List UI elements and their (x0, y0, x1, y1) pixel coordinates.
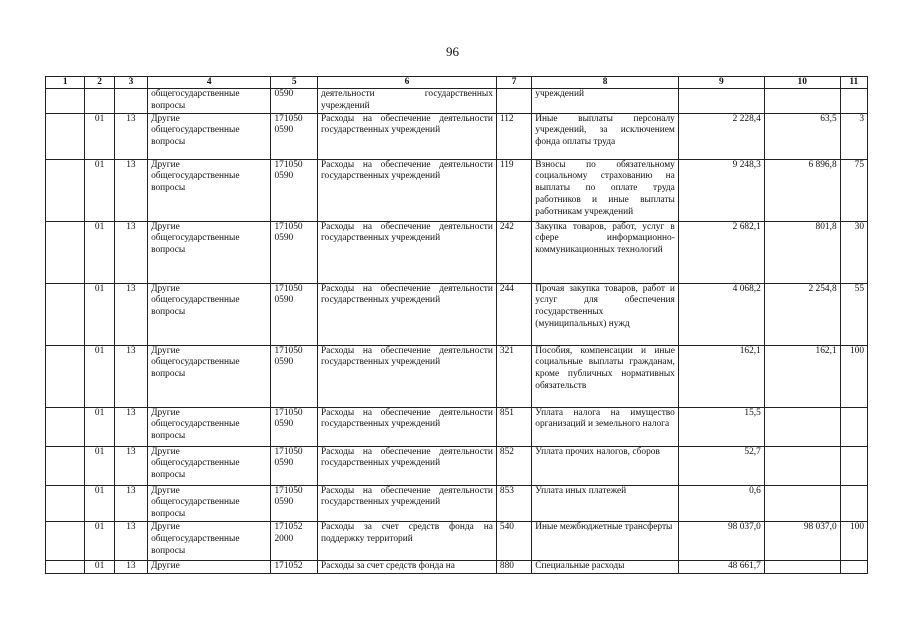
cell-target-article: 171050 0590 (271, 283, 318, 345)
cell-expense-type: Взносы по обязательному социальному страхованию на выплаты по оплате труда работников и иные выплаты работникам учреждений (532, 159, 679, 221)
cell-section: 01 (85, 485, 114, 521)
cell-expense-type: Иные выплаты персоналу учреждений, за исключением фонда оплаты труда (532, 113, 679, 159)
cell-target-article: 171050 0590 (271, 446, 318, 485)
col-header-5: 5 (271, 77, 318, 89)
cell-expense-code: 880 (496, 560, 531, 573)
cell-section-name: Другие общегосударственные вопросы (148, 521, 271, 560)
cell-blank (46, 283, 85, 345)
cell-target-article: 171052 2000 (271, 521, 318, 560)
table-row (46, 345, 868, 407)
cell-plan-amount: 162,1 (678, 345, 764, 407)
col-header-6: 6 (317, 77, 496, 89)
cell-plan-amount: 2 682,1 (678, 221, 764, 283)
cell-article-name: Расходы за счет средств фонда на поддержку территорий (317, 521, 496, 560)
cell-section: 01 (85, 221, 114, 283)
cell-subsection: 13 (114, 560, 147, 573)
page-number: 96 (446, 44, 459, 59)
cell-subsection: 13 (114, 283, 147, 345)
cell-expense-code: 540 (496, 521, 531, 560)
cell-percent (840, 407, 867, 446)
cell-expense-type: Специальные расходы (532, 560, 679, 573)
cell-section-name: Другие общегосударственные вопросы (148, 446, 271, 485)
table-row (46, 221, 868, 283)
cell-subsection: 13 (114, 159, 147, 221)
cell-expense-code: 851 (496, 407, 531, 446)
header-row (46, 77, 868, 89)
cell-section-name: Другие общегосударственные вопросы (148, 407, 271, 446)
cell-percent: 3 (840, 113, 867, 159)
cell-section: 01 (85, 159, 114, 221)
cell-actual-amount: 63,5 (764, 113, 840, 159)
cell-blank (46, 521, 85, 560)
cell-subsection: 13 (114, 521, 147, 560)
cell-target-article: 0590 (271, 89, 318, 114)
cell-percent: 30 (840, 221, 867, 283)
cell-actual-amount (764, 485, 840, 521)
col-header-11: 11 (840, 77, 867, 89)
cell-blank (46, 221, 85, 283)
cell-section-name: Другие общегосударственные вопросы (148, 345, 271, 407)
cell-expense-code: 244 (496, 283, 531, 345)
cell-percent: 55 (840, 283, 867, 345)
cell-target-article: 171050 0590 (271, 159, 318, 221)
cell-plan-amount: 48 661,7 (678, 560, 764, 573)
cell-blank (46, 159, 85, 221)
cell-section: 01 (85, 113, 114, 159)
cell-expense-code: 321 (496, 345, 531, 407)
cell-subsection: 13 (114, 221, 147, 283)
cell-actual-amount: 162,1 (764, 345, 840, 407)
cell-subsection: 13 (114, 407, 147, 446)
cell-plan-amount: 98 037,0 (678, 521, 764, 560)
cell-expense-type: Закупка товаров, работ, услуг в сфере информационно-коммуникационных технологий (532, 221, 679, 283)
cell-expense-code: 852 (496, 446, 531, 485)
budget-table (45, 76, 868, 574)
col-header-10: 10 (764, 77, 840, 89)
table-row (46, 283, 868, 345)
cell-section: 01 (85, 521, 114, 560)
col-header-1: 1 (46, 77, 85, 89)
cell-blank (46, 485, 85, 521)
cell-plan-amount: 9 248,3 (678, 159, 764, 221)
col-header-7: 7 (496, 77, 531, 89)
cell-article-name: Расходы на обеспечение деятельности государственных учреждений (317, 221, 496, 283)
table-row (46, 113, 868, 159)
cell-percent: 75 (840, 159, 867, 221)
cell-expense-code: 112 (496, 113, 531, 159)
cell-blank (46, 446, 85, 485)
cell-section: 01 (85, 345, 114, 407)
cell-section: 01 (85, 560, 114, 573)
cell-percent (840, 485, 867, 521)
cell-article-name: Расходы на обеспечение деятельности государственных учреждений (317, 283, 496, 345)
cell-actual-amount: 2 254,8 (764, 283, 840, 345)
cell-article-name: Расходы на обеспечение деятельности государственных учреждений (317, 345, 496, 407)
col-header-3: 3 (114, 77, 147, 89)
cell-article-name: Расходы за счет средств фонда на (317, 560, 496, 573)
cell-subsection: 13 (114, 113, 147, 159)
cell-actual-amount (764, 407, 840, 446)
table-row-cut (46, 560, 868, 573)
cell-plan-amount: 2 228,4 (678, 113, 764, 159)
cell-expense-type: Уплата иных платежей (532, 485, 679, 521)
cell-expense-type: Уплата прочих налогов, сборов (532, 446, 679, 485)
cell-expense-code: 853 (496, 485, 531, 521)
cell-expense-type: Прочая закупка товаров, работ и услуг для обеспечения государственных (муниципальных) нужд (532, 283, 679, 345)
table-row (46, 446, 868, 485)
cell-section-name: Другие общегосударственные вопросы (148, 159, 271, 221)
col-header-8: 8 (532, 77, 679, 89)
cell-section: 01 (85, 283, 114, 345)
cell-article-name: Расходы на обеспечение деятельности государственных учреждений (317, 113, 496, 159)
cell-section-name: Другие общегосударственные вопросы (148, 221, 271, 283)
cell-expense-code: 242 (496, 221, 531, 283)
cell-section-name: Другие общегосударственные вопросы (148, 283, 271, 345)
cell-target-article: 171050 0590 (271, 407, 318, 446)
cell-expense-type: Пособия, компенсации и иные социальные выплаты гражданам, кроме публичных нормативных обязательств (532, 345, 679, 407)
cell-target-article: 171050 0590 (271, 345, 318, 407)
cell-percent (840, 446, 867, 485)
cell-actual-amount: 801,8 (764, 221, 840, 283)
cell-subsection: 13 (114, 485, 147, 521)
col-header-2: 2 (85, 77, 114, 89)
cell-section: 01 (85, 407, 114, 446)
table-row (46, 521, 868, 560)
cell-expense-code: 119 (496, 159, 531, 221)
cell-target-article: 171052 (271, 560, 318, 573)
cell-article-name: Расходы на обеспечение деятельности государственных учреждений (317, 485, 496, 521)
col-header-4: 4 (148, 77, 271, 89)
cell-expense-type: Уплата налога на имущество организаций и земельного налога (532, 407, 679, 446)
cell-article-name: деятельности государственных учреждений (317, 89, 496, 114)
cell-plan-amount: 0,6 (678, 485, 764, 521)
cell-expense-type: учреждений (532, 89, 679, 114)
cell-actual-amount: 98 037,0 (764, 521, 840, 560)
cell-article-name: Расходы на обеспечение деятельности государственных учреждений (317, 159, 496, 221)
cell-plan-amount: 4 068,2 (678, 283, 764, 345)
cell-target-article: 171050 0590 (271, 113, 318, 159)
cell-blank (46, 407, 85, 446)
cell-subsection: 13 (114, 345, 147, 407)
cell-percent: 100 (840, 521, 867, 560)
table-row-continued (46, 89, 868, 114)
cell-section-name: общегосударственные вопросы (148, 89, 271, 114)
cell-section-name: Другие общегосударственные вопросы (148, 485, 271, 521)
cell-blank (46, 345, 85, 407)
cell-target-article: 171050 0590 (271, 221, 318, 283)
cell-plan-amount: 52,7 (678, 446, 764, 485)
cell-blank (46, 113, 85, 159)
cell-section: 01 (85, 446, 114, 485)
table-row (46, 159, 868, 221)
cell-actual-amount: 6 896,8 (764, 159, 840, 221)
table-row (46, 485, 868, 521)
table-body (46, 113, 868, 560)
cell-actual-amount (764, 446, 840, 485)
col-header-9: 9 (678, 77, 764, 89)
cell-target-article: 171050 0590 (271, 485, 318, 521)
cell-section-name: Другие общегосударственные вопросы (148, 113, 271, 159)
cell-percent: 100 (840, 345, 867, 407)
cell-article-name: Расходы на обеспечение деятельности государственных учреждений (317, 407, 496, 446)
cell-subsection: 13 (114, 446, 147, 485)
table-row (46, 407, 868, 446)
cell-article-name: Расходы на обеспечение деятельности государственных учреждений (317, 446, 496, 485)
cell-section-name: Другие (148, 560, 271, 573)
cell-expense-type: Иные межбюджетные трансферты (532, 521, 679, 560)
cell-plan-amount: 15,5 (678, 407, 764, 446)
